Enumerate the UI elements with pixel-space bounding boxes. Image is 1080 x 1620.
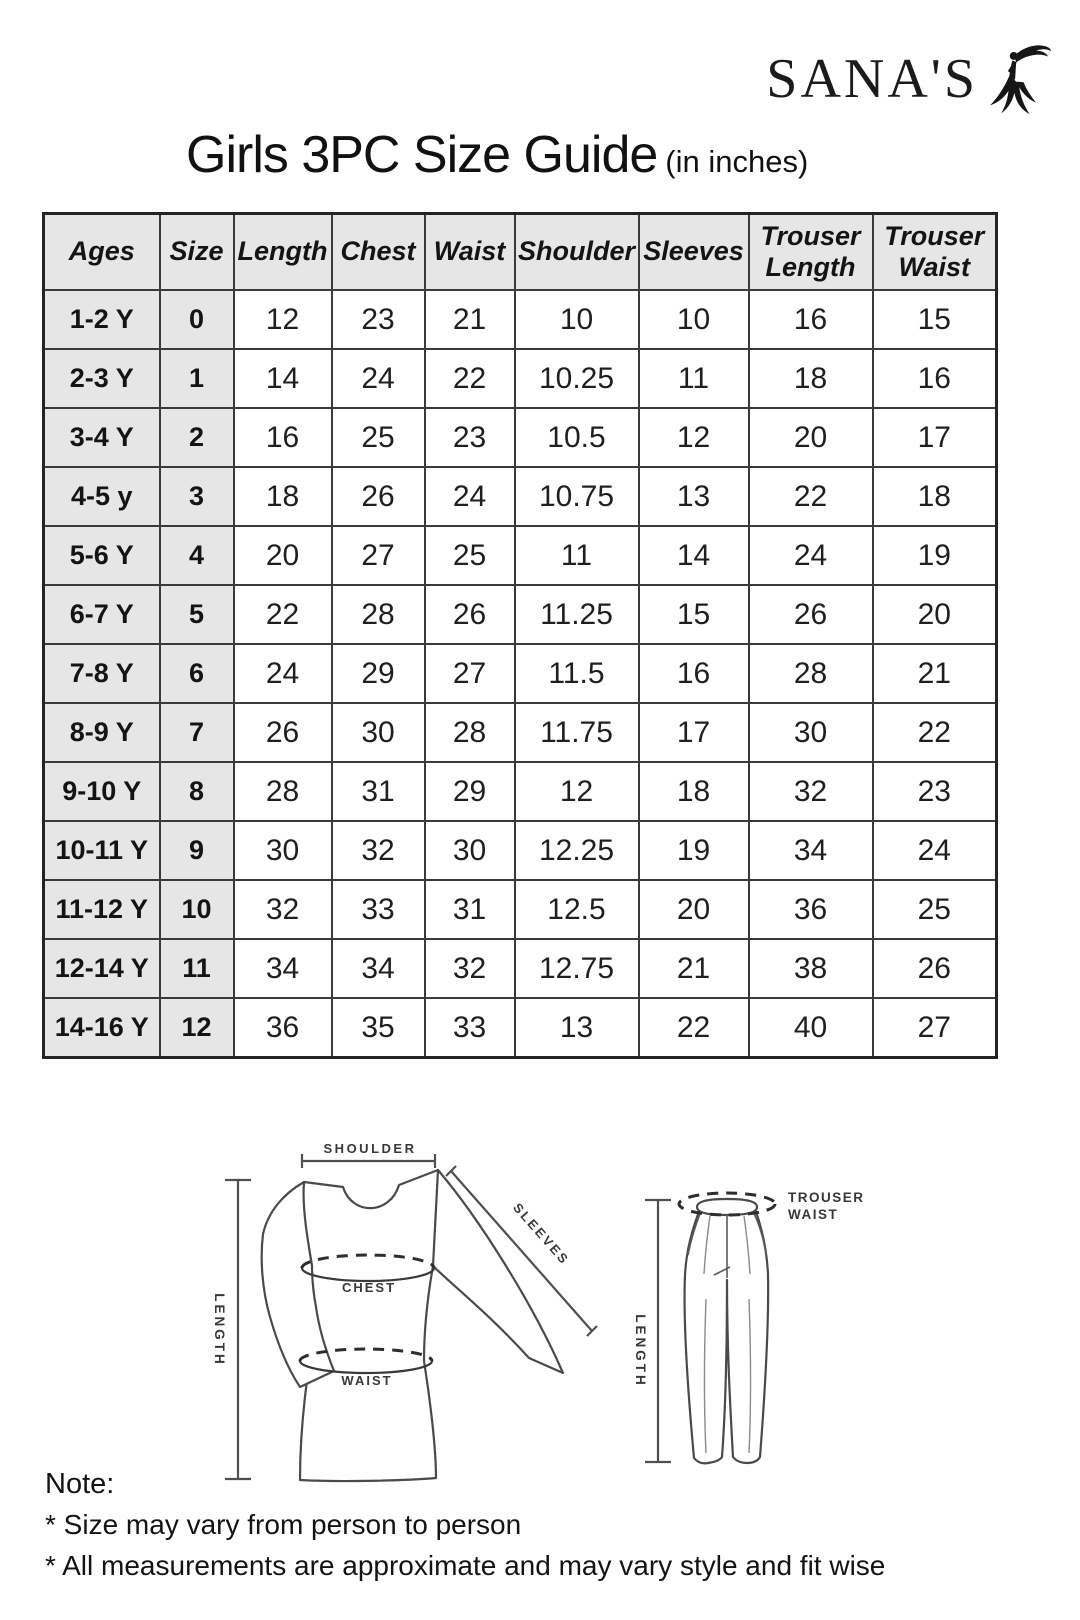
measure-cell: 18 xyxy=(749,349,873,408)
measure-cell: 14 xyxy=(639,526,749,585)
measure-cell: 10.5 xyxy=(515,408,639,467)
measure-cell: 35 xyxy=(332,998,425,1058)
measure-cell: 25 xyxy=(425,526,515,585)
age-cell: 3-4 Y xyxy=(44,408,160,467)
size-cell: 8 xyxy=(160,762,234,821)
measure-cell: 10.25 xyxy=(515,349,639,408)
size-cell: 9 xyxy=(160,821,234,880)
measure-cell: 24 xyxy=(749,526,873,585)
measure-cell: 32 xyxy=(749,762,873,821)
measure-cell: 32 xyxy=(234,880,332,939)
brand-logo xyxy=(766,42,1052,116)
measure-cell: 16 xyxy=(873,349,997,408)
measure-cell: 12 xyxy=(515,762,639,821)
measure-cell: 24 xyxy=(425,467,515,526)
size-row xyxy=(44,998,997,1058)
measure-cell: 16 xyxy=(234,408,332,467)
measure-cell: 14 xyxy=(234,349,332,408)
measure-cell: 29 xyxy=(425,762,515,821)
measure-cell: 20 xyxy=(873,585,997,644)
col-header-chest: Chest xyxy=(332,214,425,291)
size-row xyxy=(44,290,997,349)
size-row xyxy=(44,349,997,408)
col-header-trouser-length: Trouser Length xyxy=(749,214,873,291)
note-line-1: * Size may vary from person to person xyxy=(45,1509,522,1540)
shirt-right-sleeve xyxy=(433,1170,563,1373)
size-cell: 3 xyxy=(160,467,234,526)
measure-cell: 10 xyxy=(639,290,749,349)
measure-cell: 26 xyxy=(332,467,425,526)
measure-cell: 26 xyxy=(749,585,873,644)
measure-cell: 22 xyxy=(639,998,749,1058)
notes-section xyxy=(45,1468,885,1591)
measure-cell: 28 xyxy=(234,762,332,821)
measure-cell: 33 xyxy=(332,880,425,939)
measure-cell: 29 xyxy=(332,644,425,703)
measure-cell: 24 xyxy=(332,349,425,408)
measure-cell: 12.5 xyxy=(515,880,639,939)
measure-cell: 24 xyxy=(873,821,997,880)
note-line-2: * All measurements are approximate and may vary style and fit wise xyxy=(45,1550,886,1581)
measure-cell: 26 xyxy=(425,585,515,644)
measure-cell: 28 xyxy=(425,703,515,762)
measure-cell: 25 xyxy=(873,880,997,939)
measure-cell: 30 xyxy=(332,703,425,762)
measure-cell: 12 xyxy=(234,290,332,349)
measure-cell: 36 xyxy=(749,880,873,939)
shoulder-measure-line xyxy=(302,1154,435,1168)
page-title xyxy=(186,122,808,190)
size-row xyxy=(44,585,997,644)
dancing-woman-icon xyxy=(986,42,1052,116)
size-row xyxy=(44,762,997,821)
col-header-trouser-waist: Trouser Waist xyxy=(873,214,997,291)
measure-cell: 23 xyxy=(873,762,997,821)
shirt-length-measure-line xyxy=(225,1180,251,1479)
measure-cell: 28 xyxy=(332,585,425,644)
measure-cell: 11 xyxy=(639,349,749,408)
size-cell: 2 xyxy=(160,408,234,467)
col-header-ages: Ages xyxy=(44,214,160,291)
measure-cell: 18 xyxy=(639,762,749,821)
measurement-diagrams xyxy=(0,1059,1080,1490)
measure-cell: 10.75 xyxy=(515,467,639,526)
measure-cell: 19 xyxy=(639,821,749,880)
age-cell: 2-3 Y xyxy=(44,349,160,408)
size-table-header-row xyxy=(44,214,997,291)
measure-cell: 32 xyxy=(425,939,515,998)
measurement-diagram-canvas xyxy=(0,1059,1080,1490)
measure-cell: 27 xyxy=(425,644,515,703)
age-cell: 11-12 Y xyxy=(44,880,160,939)
size-row xyxy=(44,939,997,998)
measure-cell: 16 xyxy=(749,290,873,349)
age-cell: 10-11 Y xyxy=(44,821,160,880)
measure-cell: 18 xyxy=(234,467,332,526)
measure-cell: 11.5 xyxy=(515,644,639,703)
age-cell: 4-5 y xyxy=(44,467,160,526)
size-cell: 1 xyxy=(160,349,234,408)
col-header-waist: Waist xyxy=(425,214,515,291)
measure-cell: 22 xyxy=(425,349,515,408)
measure-cell: 30 xyxy=(234,821,332,880)
measure-cell: 15 xyxy=(639,585,749,644)
age-cell: 14-16 Y xyxy=(44,998,160,1058)
measure-cell: 34 xyxy=(332,939,425,998)
trouser-length-label: LENGTH xyxy=(633,1314,648,1388)
measure-cell: 11.75 xyxy=(515,703,639,762)
measure-cell: 36 xyxy=(234,998,332,1058)
measure-cell: 38 xyxy=(749,939,873,998)
age-cell: 12-14 Y xyxy=(44,939,160,998)
measure-cell: 21 xyxy=(425,290,515,349)
measure-cell: 16 xyxy=(639,644,749,703)
measure-cell: 32 xyxy=(332,821,425,880)
trouser-waist-label-line2: WAIST xyxy=(788,1207,839,1222)
measure-cell: 15 xyxy=(873,290,997,349)
measure-cell: 18 xyxy=(873,467,997,526)
measure-cell: 26 xyxy=(873,939,997,998)
shirt-length-label: LENGTH xyxy=(212,1293,227,1367)
measure-cell: 12.75 xyxy=(515,939,639,998)
measure-cell: 24 xyxy=(234,644,332,703)
col-header-sleeves: Sleeves xyxy=(639,214,749,291)
shirt-diagram xyxy=(212,1141,597,1481)
size-cell: 4 xyxy=(160,526,234,585)
size-cell: 6 xyxy=(160,644,234,703)
measure-cell: 40 xyxy=(749,998,873,1058)
measure-cell: 27 xyxy=(332,526,425,585)
shirt-waist-label: WAIST xyxy=(341,1373,393,1388)
size-table-body xyxy=(44,290,997,1058)
size-cell: 11 xyxy=(160,939,234,998)
measure-cell: 19 xyxy=(873,526,997,585)
measure-cell: 26 xyxy=(234,703,332,762)
age-cell: 6-7 Y xyxy=(44,585,160,644)
measure-cell: 22 xyxy=(234,585,332,644)
size-cell: 10 xyxy=(160,880,234,939)
measure-cell: 20 xyxy=(639,880,749,939)
measure-cell: 17 xyxy=(639,703,749,762)
page-title-units: (in inches) xyxy=(665,144,809,179)
col-header-length: Length xyxy=(234,214,332,291)
age-cell: 7-8 Y xyxy=(44,644,160,703)
size-cell: 0 xyxy=(160,290,234,349)
age-cell: 1-2 Y xyxy=(44,290,160,349)
size-row xyxy=(44,467,997,526)
measure-cell: 12.25 xyxy=(515,821,639,880)
measure-cell: 28 xyxy=(749,644,873,703)
size-cell: 7 xyxy=(160,703,234,762)
notes-heading: Note: xyxy=(45,1468,115,1500)
age-cell: 8-9 Y xyxy=(44,703,160,762)
shirt-chest-label: CHEST xyxy=(341,1280,397,1295)
measure-cell: 11.25 xyxy=(515,585,639,644)
size-table xyxy=(42,212,998,1059)
size-row xyxy=(44,880,997,939)
size-row xyxy=(44,408,997,467)
measure-cell: 23 xyxy=(332,290,425,349)
measure-cell: 17 xyxy=(873,408,997,467)
size-row xyxy=(44,703,997,762)
size-row xyxy=(44,821,997,880)
size-row xyxy=(44,644,997,703)
measure-cell: 23 xyxy=(425,408,515,467)
measure-cell: 31 xyxy=(332,762,425,821)
measure-cell: 22 xyxy=(749,467,873,526)
col-header-shoulder: Shoulder xyxy=(515,214,639,291)
measure-cell: 30 xyxy=(749,703,873,762)
trouser-diagram xyxy=(633,1190,865,1463)
measure-cell: 27 xyxy=(873,998,997,1058)
measure-cell: 34 xyxy=(234,939,332,998)
shirt-sleeves-label: SLEEVES xyxy=(510,1200,573,1269)
page-title-main: Girls 3PC Size Guide xyxy=(186,126,658,184)
measure-cell: 11 xyxy=(515,526,639,585)
shirt-body-outline xyxy=(300,1170,441,1481)
measure-cell: 20 xyxy=(749,408,873,467)
trouser-waist-label-line1: TROUSER xyxy=(788,1190,865,1205)
size-cell: 5 xyxy=(160,585,234,644)
age-cell: 5-6 Y xyxy=(44,526,160,585)
size-cell: 12 xyxy=(160,998,234,1058)
brand-name: SANA'S xyxy=(766,48,978,110)
age-cell: 9-10 Y xyxy=(44,762,160,821)
measure-cell: 30 xyxy=(425,821,515,880)
measure-cell: 22 xyxy=(873,703,997,762)
measure-cell: 10 xyxy=(515,290,639,349)
col-header-size: Size xyxy=(160,214,234,291)
measure-cell: 21 xyxy=(873,644,997,703)
measure-cell: 31 xyxy=(425,880,515,939)
measure-cell: 20 xyxy=(234,526,332,585)
shirt-shoulder-label: SHOULDER xyxy=(323,1141,417,1156)
measure-cell: 13 xyxy=(639,467,749,526)
measure-cell: 12 xyxy=(639,408,749,467)
measure-cell: 13 xyxy=(515,998,639,1058)
measure-cell: 25 xyxy=(332,408,425,467)
measure-cell: 34 xyxy=(749,821,873,880)
size-row xyxy=(44,526,997,585)
measure-cell: 21 xyxy=(639,939,749,998)
measure-cell: 33 xyxy=(425,998,515,1058)
